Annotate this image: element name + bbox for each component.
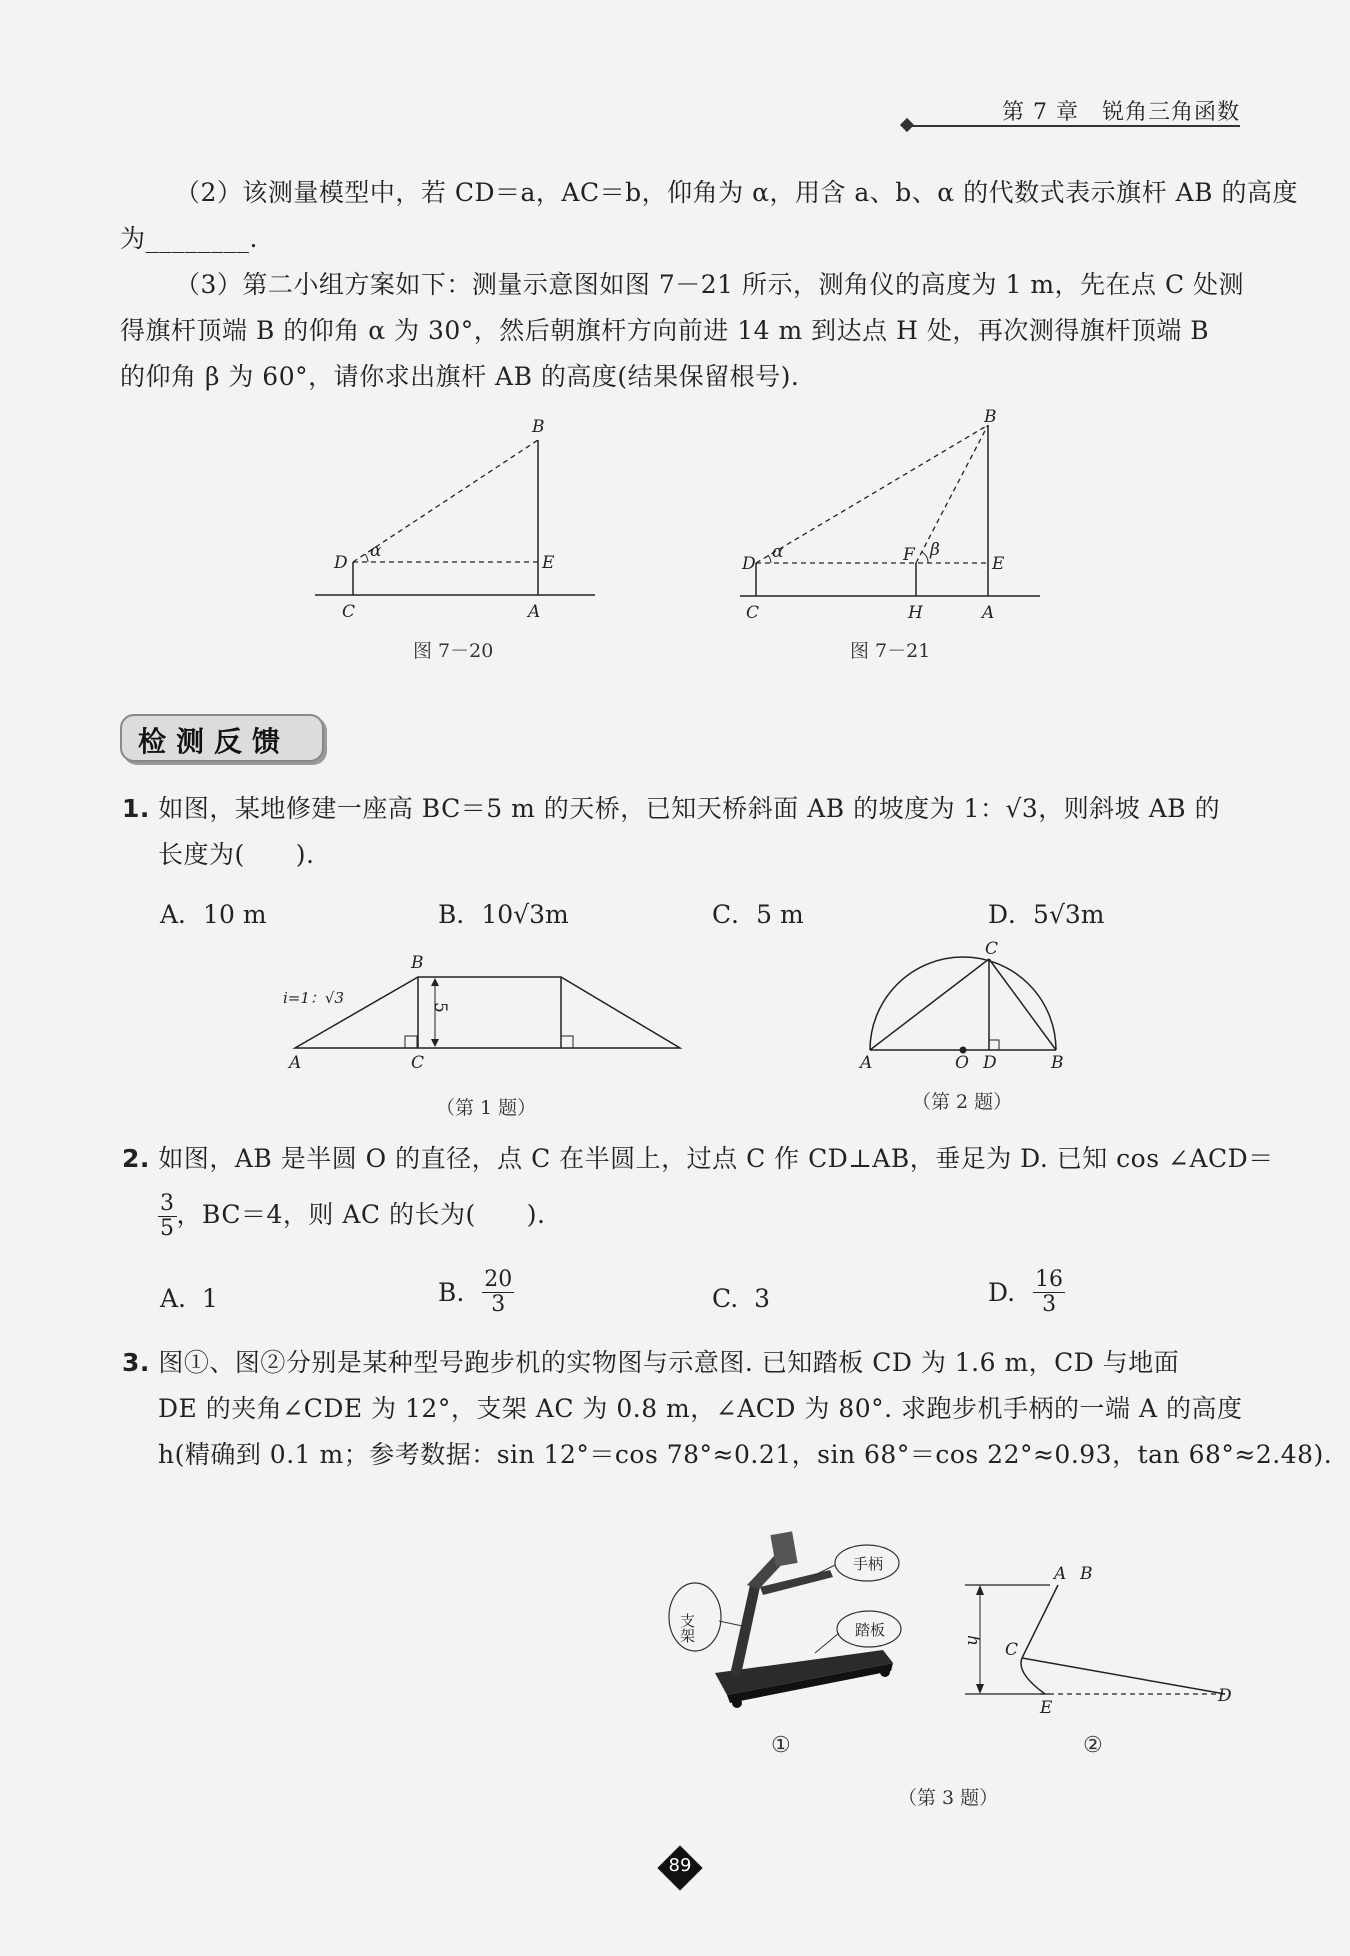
figure-7-21 (730, 400, 1050, 620)
fig21-label-beta: β (930, 540, 940, 560)
q2-line2: ，BC＝4，则 AC 的长为( ). (176, 1200, 546, 1229)
q3-line2: DE 的夹角∠CDE 为 12°，支架 AC 为 0.8 m，∠ACD 为 80°. 求跑步机手柄的一端 A 的高度 (158, 1394, 1243, 1423)
q2-option-d-den: 3 (1042, 1292, 1057, 1317)
q1-option-a[interactable]: A．10 m (160, 900, 267, 929)
q2-option-d[interactable] (988, 1268, 1065, 1317)
q2-fig-label-D: D (983, 1053, 997, 1073)
fig21-label-E: E (992, 554, 1005, 574)
q2-figure (855, 940, 1075, 1075)
fig21-label-D: D (742, 554, 756, 574)
q1-caption: （第 1 题） (436, 1097, 537, 1119)
q1-fig-label-C: C (411, 1053, 425, 1073)
fig21-label-B: B (984, 407, 997, 427)
q1-fig-slope: i=1：√3 (283, 989, 345, 1007)
q2-option-b[interactable] (438, 1268, 514, 1317)
header-diamond (900, 118, 914, 132)
part3-line2: 得旗杆顶端 B 的仰角 α 为 30°，然后朝旗杆方向前进 14 m 到达点 H 处，再次测得旗杆顶端 B (120, 316, 1210, 345)
q1-option-d[interactable]: D．5√3m (988, 900, 1105, 929)
q2-text-line2 (158, 1192, 545, 1241)
q3-caption: （第 3 题） (898, 1787, 999, 1809)
q1-fig-height: 5 (430, 1002, 450, 1013)
q2-frac-den: 5 (160, 1216, 175, 1241)
q2-text-line1 (122, 1136, 1274, 1182)
page-number-badge (657, 1845, 703, 1891)
q1-option-c[interactable]: C．5 m (712, 900, 804, 929)
q2-option-a-value: 1 (201, 1284, 218, 1313)
fig20-label-D: D (334, 553, 348, 573)
part3-line1: （3）第二小组方案如下：测量示意图如图 7－21 所示，测角仪的高度为 1 m，先在点 C 处测 (175, 270, 1245, 299)
fig20-label-B: B (532, 417, 545, 437)
q1-figure (275, 950, 695, 1075)
q3-fig-label-h: h (963, 1635, 983, 1646)
fig20-label-C: C (342, 602, 356, 620)
fig21-label-F: F (903, 545, 915, 565)
q3-sub-2: ② (1083, 1733, 1103, 1758)
q2-fig-label-O: O (955, 1053, 969, 1073)
q2-option-b-num: 20 (484, 1267, 513, 1292)
fig21-label-alpha: α (772, 542, 784, 562)
q3-text-line1 (122, 1340, 1179, 1386)
q1-fig-label-B: B (411, 953, 424, 973)
q2-option-c[interactable] (712, 1284, 770, 1313)
q1-number: 1. (122, 794, 150, 823)
q3-fig-label-B: B (1080, 1564, 1093, 1584)
q2-fig-label-A: A (860, 1053, 873, 1073)
q3-sub-1: ① (771, 1733, 791, 1758)
q2-fig-label-C: C (985, 940, 999, 959)
q3-fig-label-A: A (1054, 1564, 1067, 1584)
q1-option-b[interactable]: B．10√3m (438, 900, 569, 929)
q2-option-b-den: 3 (491, 1292, 506, 1317)
fig20-label-A: A (528, 602, 541, 620)
q2-frac-num: 3 (160, 1191, 175, 1216)
treadmill-photo (655, 1525, 915, 1725)
q3-fig-label-C: C (1005, 1640, 1019, 1660)
part2-line1: （2）该测量模型中，若 CD＝a，AC＝b，仰角为 α，用含 a、b、α 的代数式表示旗杆 AB 的高度 (175, 178, 1298, 207)
fig21-label-H: H (908, 603, 923, 620)
q2-option-d-letter: D. (988, 1278, 1016, 1307)
fig21-label-C: C (746, 603, 760, 620)
photo-label-pedal: 踏板 (855, 1621, 886, 1639)
q3-fig-label-E: E (1040, 1698, 1053, 1718)
q2-option-c-letter: C. (712, 1284, 739, 1313)
chapter-title: 第 7 章 锐角三角函数 (1002, 100, 1240, 125)
part2-line2: 为________. (120, 224, 258, 253)
q2-option-b-letter: B. (438, 1278, 465, 1307)
q1-fig-label-A: A (289, 1053, 302, 1073)
q2-caption: （第 2 题） (912, 1091, 1013, 1113)
photo-label-handle: 手柄 (853, 1555, 884, 1573)
q2-option-a-letter: A. (160, 1284, 187, 1313)
fig20-label-alpha: α (370, 541, 382, 561)
photo-label-support: 支架 (678, 1613, 696, 1643)
q2-number: 2. (122, 1144, 150, 1173)
header-rule (910, 125, 1240, 127)
q2-cos-fraction (158, 1192, 177, 1241)
q3-schematic (950, 1555, 1240, 1730)
q2-option-c-value: 3 (754, 1284, 771, 1313)
q2-line1: 如图，AB 是半圆 O 的直径，点 C 在半圆上，过点 C 作 CD⊥AB，垂足为 D. 已知 cos ∠ACD＝ (158, 1144, 1274, 1173)
figure-7-20 (310, 410, 600, 620)
section-title: 检测反馈 (138, 725, 291, 758)
chapter-header (910, 95, 1240, 129)
q3-line1: 图①、图②分别是某种型号跑步机的实物图与示意图. 已知踏板 CD 为 1.6 m，CD 与地面 (158, 1348, 1180, 1377)
q3-line3: h(精确到 0.1 m；参考数据：sin 12°＝cos 78°≈0.21，sin 68°＝cos 22°≈0.93，tan 68°≈2.48). (158, 1440, 1333, 1469)
q2-fig-label-B: B (1051, 1053, 1064, 1073)
q1-text-line1 (122, 786, 1220, 832)
fig20-caption: 图 7－20 (413, 640, 494, 662)
fig21-label-A: A (982, 603, 995, 620)
part3-line3: 的仰角 β 为 60°，请你求出旗杆 AB 的高度(结果保留根号). (120, 362, 800, 391)
q2-option-d-num: 16 (1035, 1267, 1064, 1292)
fig20-label-E: E (542, 553, 555, 573)
q3-fig-label-D: D (1218, 1686, 1232, 1706)
page-number: 89 (668, 1855, 692, 1876)
section-title-badge (120, 714, 324, 762)
q1-line1: 如图，某地修建一座高 BC＝5 m 的天桥，已知天桥斜面 AB 的坡度为 1：√3，则斜坡 AB 的 (158, 794, 1221, 823)
fig21-caption: 图 7－21 (850, 640, 931, 662)
q1-line2: 长度为( ). (158, 840, 315, 869)
q2-option-b-fraction (482, 1268, 514, 1317)
q3-number: 3. (122, 1348, 150, 1377)
q2-option-a[interactable] (160, 1284, 218, 1313)
q2-option-d-fraction (1033, 1268, 1065, 1317)
